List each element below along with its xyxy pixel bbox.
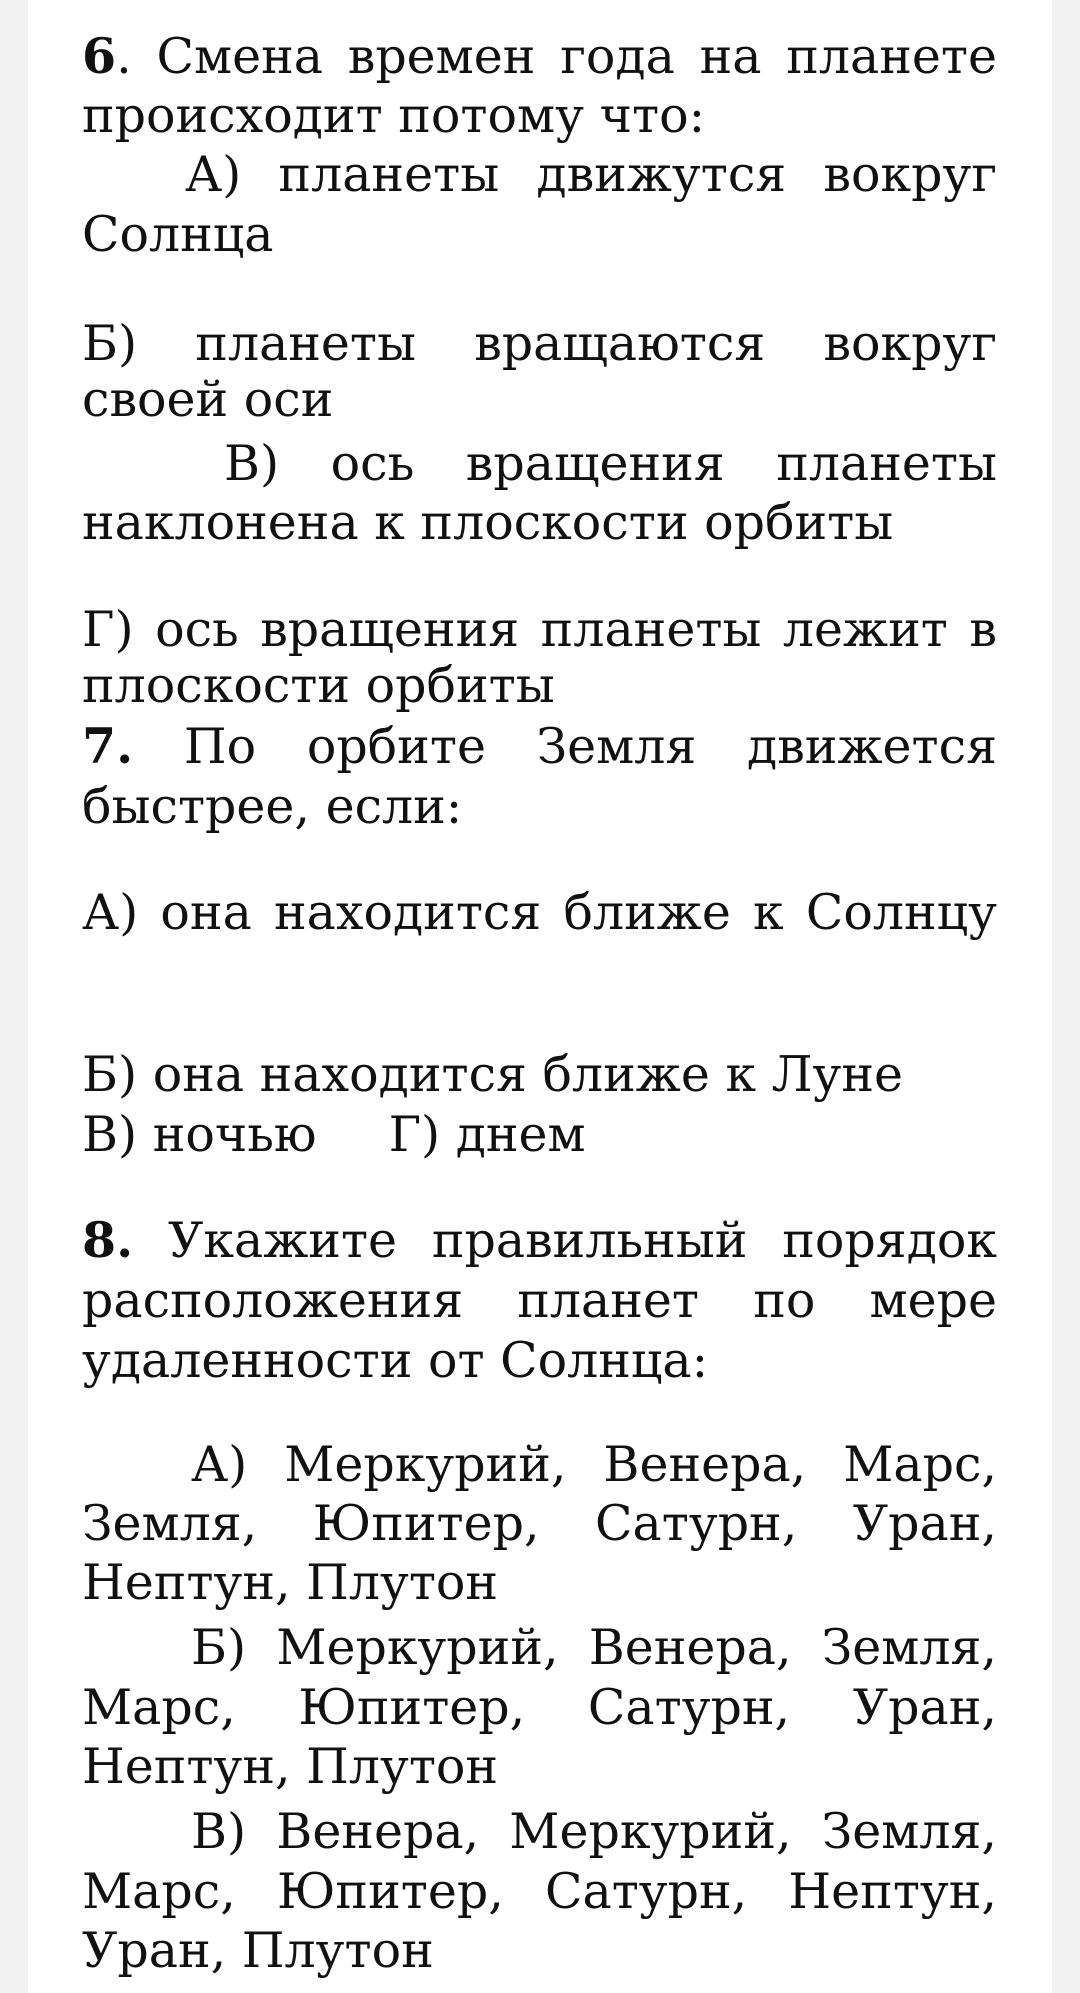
q7-option-d: Г) днем [388,1106,586,1163]
q7-text: По орбите Земля движется [183,718,997,775]
q8-number: 8. [82,1211,134,1269]
q8-option-c-cont-1: Марс, Юпитер, Сатурн, Нептун, [82,1863,997,1920]
q8-option-b: Б) Меркурий, Венера, Земля, [191,1619,997,1676]
q8-text: Укажите правильный порядок [167,1212,997,1269]
q7-option-c: В) ночью [82,1106,317,1163]
document-page [28,0,1052,1993]
q6-option-a-cont: Солнца [82,206,274,263]
q7-number: 7. [82,717,134,775]
q8-line-2: расположения планет по мере [82,1272,997,1329]
q7-option-b: Б) она находится ближе к Луне [82,1046,904,1103]
q7-options-cd [82,1105,997,1165]
q8-option-a: А) Меркурий, Венера, Марс, [191,1436,997,1493]
q7-line-2: быстрее, если: [82,778,463,835]
q7-line-1 [82,716,997,777]
q6-option-a: А) планеты движутся вокруг [185,146,997,203]
q8-option-a-cont-2: Нептун, Плутон [82,1554,499,1611]
q6-option-d-cont: плоскости орбиты [82,657,555,714]
q8-option-a-cont-1: Земля, Юпитер, Сатурн, Уран, [82,1495,997,1552]
q7-option-a: А) она находится ближе к Солнцу [82,884,997,941]
q6-option-b-cont: своей оси [82,371,334,428]
q6-text: . Смена времен года на планете [116,28,997,85]
q6-option-c-cont: наклонена к плоскости орбиты [82,494,894,551]
q8-option-c: В) Венера, Меркурий, Земля, [191,1803,997,1860]
q8-option-c-cont-2: Уран, Плутон [82,1922,434,1979]
q6-line-2: происходит потому что: [82,87,706,144]
q8-line-1 [82,1210,997,1271]
q8-line-3: удаленности от Солнца: [82,1332,709,1389]
q6-line-1 [82,26,997,87]
q6-option-b: Б) планеты вращаются вокруг [82,315,997,372]
q6-option-c: В) ось вращения планеты [224,435,997,492]
q8-option-b-cont-1: Марс, Юпитер, Сатурн, Уран, [82,1679,997,1736]
q8-option-b-cont-2: Нептун, Плутон [82,1738,499,1795]
q6-option-d: Г) ось вращения планеты лежит в [82,601,997,658]
q6-number: 6 [82,27,117,85]
